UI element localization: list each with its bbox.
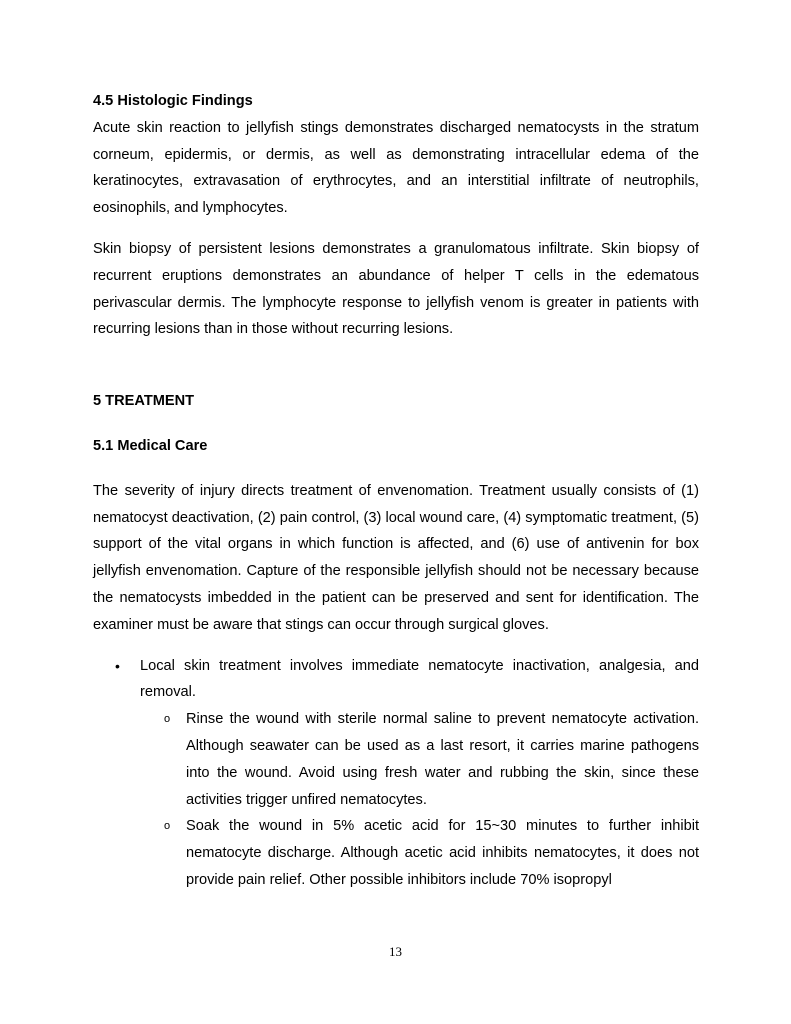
section-heading-medical-care: 5.1 Medical Care	[93, 437, 208, 454]
page-number: 13	[389, 944, 402, 959]
sub-bullet-list	[140, 706, 699, 894]
paragraph-skin-biopsy: Skin biopsy of persistent lesions demonstrates a granulomatous infiltrate. Skin biopsy of recurrent eruptions demonstrates an abundance of helper T cells in the edematous perivascular dermis. The lymphocyte response to jellyfish venom is greater in patients with recurring lesions than in those without recurring lesions.	[93, 240, 699, 338]
bullet-marker: •	[115, 657, 120, 674]
treatment-bullet-list	[93, 653, 699, 894]
bullet-text-local-skin-treatment: Local skin treatment involves immediate nematocyte inactivation, analgesia, and removal.	[140, 657, 699, 701]
list-item	[140, 813, 699, 893]
paragraph-acute-skin-reaction: Acute skin reaction to jellyfish stings demonstrates discharged nematocysts in the stratum corneum, epidermis, or dermis, as well as demonstrating intracellular edema of the keratinocytes, extravasation of erythrocytes, and an interstitial infiltrate of neutrophils, eosinophils, and lymphocytes.	[93, 119, 699, 217]
document-page	[93, 88, 699, 894]
sub-bullet-marker: o	[164, 713, 171, 726]
list-item	[93, 653, 699, 894]
paragraph-severity-of-injury: The severity of injury directs treatment of envenomation. Treatment usually consists of (1) nematocyst deactivation, (2) pain control, (3) local wound care, (4) symptomatic treatment, (5) support of the vital organs in which function is affected, and (6) use of antivenin for box jellyfish envenomation. Capture of the responsible jellyfish should not be necessary because the nematocysts imbedded in the patient can be preserved and sent for identification. The examiner must be aware that stings can occur through surgical gloves.	[93, 482, 699, 633]
section-heading-histologic-findings: 4.5 Histologic Findings	[93, 93, 253, 109]
sub-bullet-marker: o	[164, 820, 171, 833]
list-item	[140, 706, 699, 813]
sub-bullet-text-soak-wound: Soak the wound in 5% acetic acid for 15~30 minutes to further inhibit nematocyte discharge. Although acetic acid inhibits nematocytes, it does not provide pain relief. Other possible inhibitors include 70% isopropyl	[186, 818, 699, 888]
sub-bullet-text-rinse-wound: Rinse the wound with sterile normal saline to prevent nematocyte activation. Although seawater can be used as a last resort, it carries marine pathogens into the wound. Avoid using fresh water and rubbing the skin, since these activities trigger unfired nematocytes.	[186, 711, 699, 808]
section-heading-treatment: 5 TREATMENT	[93, 393, 195, 410]
